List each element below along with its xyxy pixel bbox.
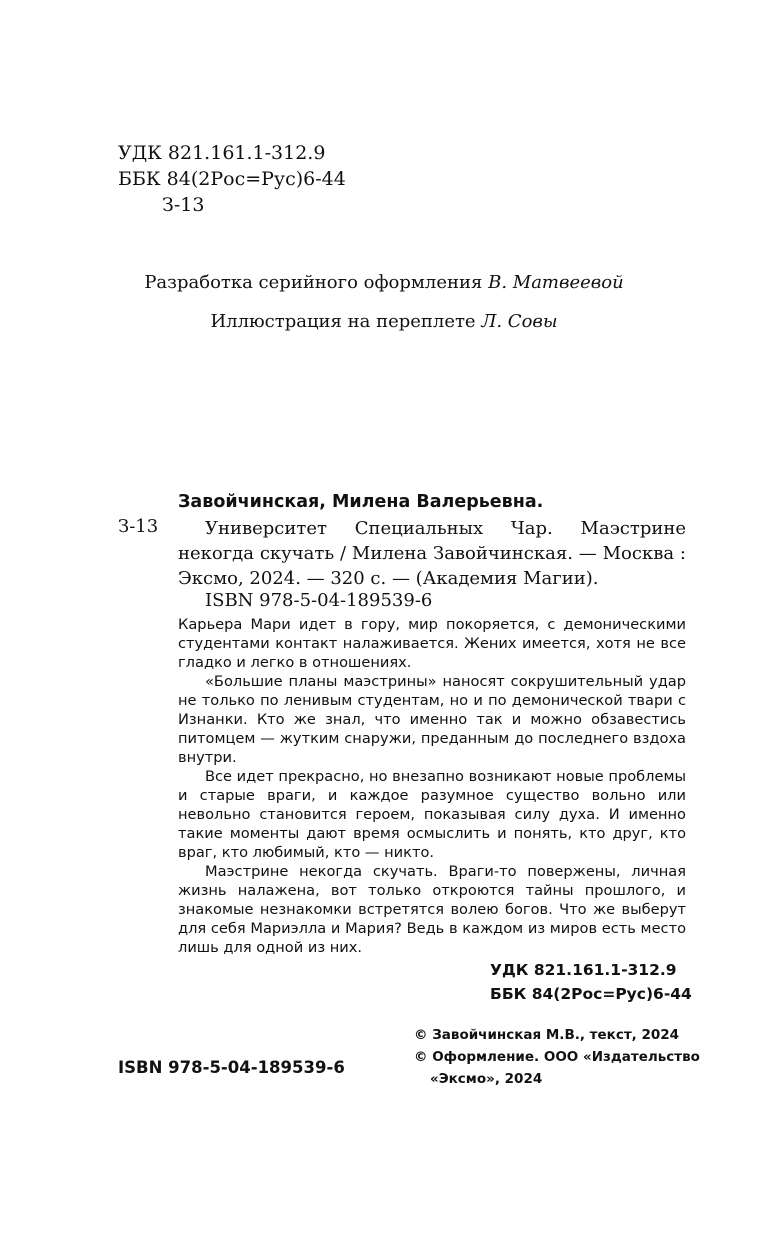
top-classification-codes: [118, 140, 346, 218]
annotation-paragraph: «Большие планы маэстрины» наносят сокрушительный удар не только по ленивым студентам, но и по демонической твари с Изнанки. Кто же знал, что именно так и можно обзавестись питомцем — жутким снаружи, преданным до последнего вздоха внутри.: [178, 673, 686, 766]
isbn-bottom: ISBN 978-5-04-189539-6: [118, 1058, 345, 1077]
bottom-classification-codes: [490, 958, 692, 1006]
illustration-credit: [0, 311, 768, 332]
bib-description: Университет Специальных Чар. Маэстрине некогда скучать / Милена Завойчинская. — Москва : Эксмо, 2024. — 320 с. — (Академия Магии).: [178, 518, 686, 589]
bbk-code: ББК 84(2Рос=Рус)6-44: [118, 168, 346, 190]
udk-code-bottom: УДК 821.161.1-312.9: [490, 961, 677, 979]
illustration-credit-name: Л. Совы: [481, 311, 558, 332]
copyright-block: [414, 1024, 700, 1090]
annotation-paragraph: Маэстрине некогда скучать. Враги-то повержены, личная жизнь налажена, вот только откроются тайны прошлого, и знакомые незнакомки встретятся волею богов. Что же выберут для себя Мариэлла и Мария? Ведь в каждом из миров есть место лишь для одной из них.: [178, 863, 686, 956]
bib-author: Завойчинская, Милена Валерьевна.: [178, 492, 544, 512]
copyright-design: © Оформление. ООО «Издательство: [414, 1049, 700, 1065]
annotation-paragraph: Все идет прекрасно, но внезапно возникают новые проблемы и старые враги, и каждое разумное существо вольно или невольно становится героем, показывая силу духа. И именно такие моменты дают время осмыслить и понять, кто друг, кто враг, кто любимый, кто — никто.: [178, 768, 686, 861]
design-credit-label: Разработка серийного оформления: [144, 272, 483, 293]
design-credit: [0, 272, 768, 293]
copyright-text: © Завойчинская М.В., текст, 2024: [414, 1027, 680, 1043]
bib-isbn: ISBN 978-5-04-189539-6: [205, 590, 433, 611]
bbk-code-bottom: ББК 84(2Рос=Рус)6-44: [490, 985, 692, 1003]
copyright-design-cont: «Эксмо», 2024: [430, 1071, 543, 1087]
annotation-paragraph: Карьера Мари идет в гору, мир покоряется, с демоническими студентами контакт налаживается. Жених имеется, хотя не все гладко и легко в отношениях.: [178, 616, 686, 671]
udk-code: УДК 821.161.1-312.9: [118, 142, 326, 164]
bib-code: З-13: [118, 516, 159, 537]
author-mark: З-13: [162, 194, 205, 216]
design-credit-name: В. Матвеевой: [488, 272, 624, 293]
illustration-credit-label: Иллюстрация на переплете: [210, 311, 476, 332]
annotation: [178, 615, 686, 957]
